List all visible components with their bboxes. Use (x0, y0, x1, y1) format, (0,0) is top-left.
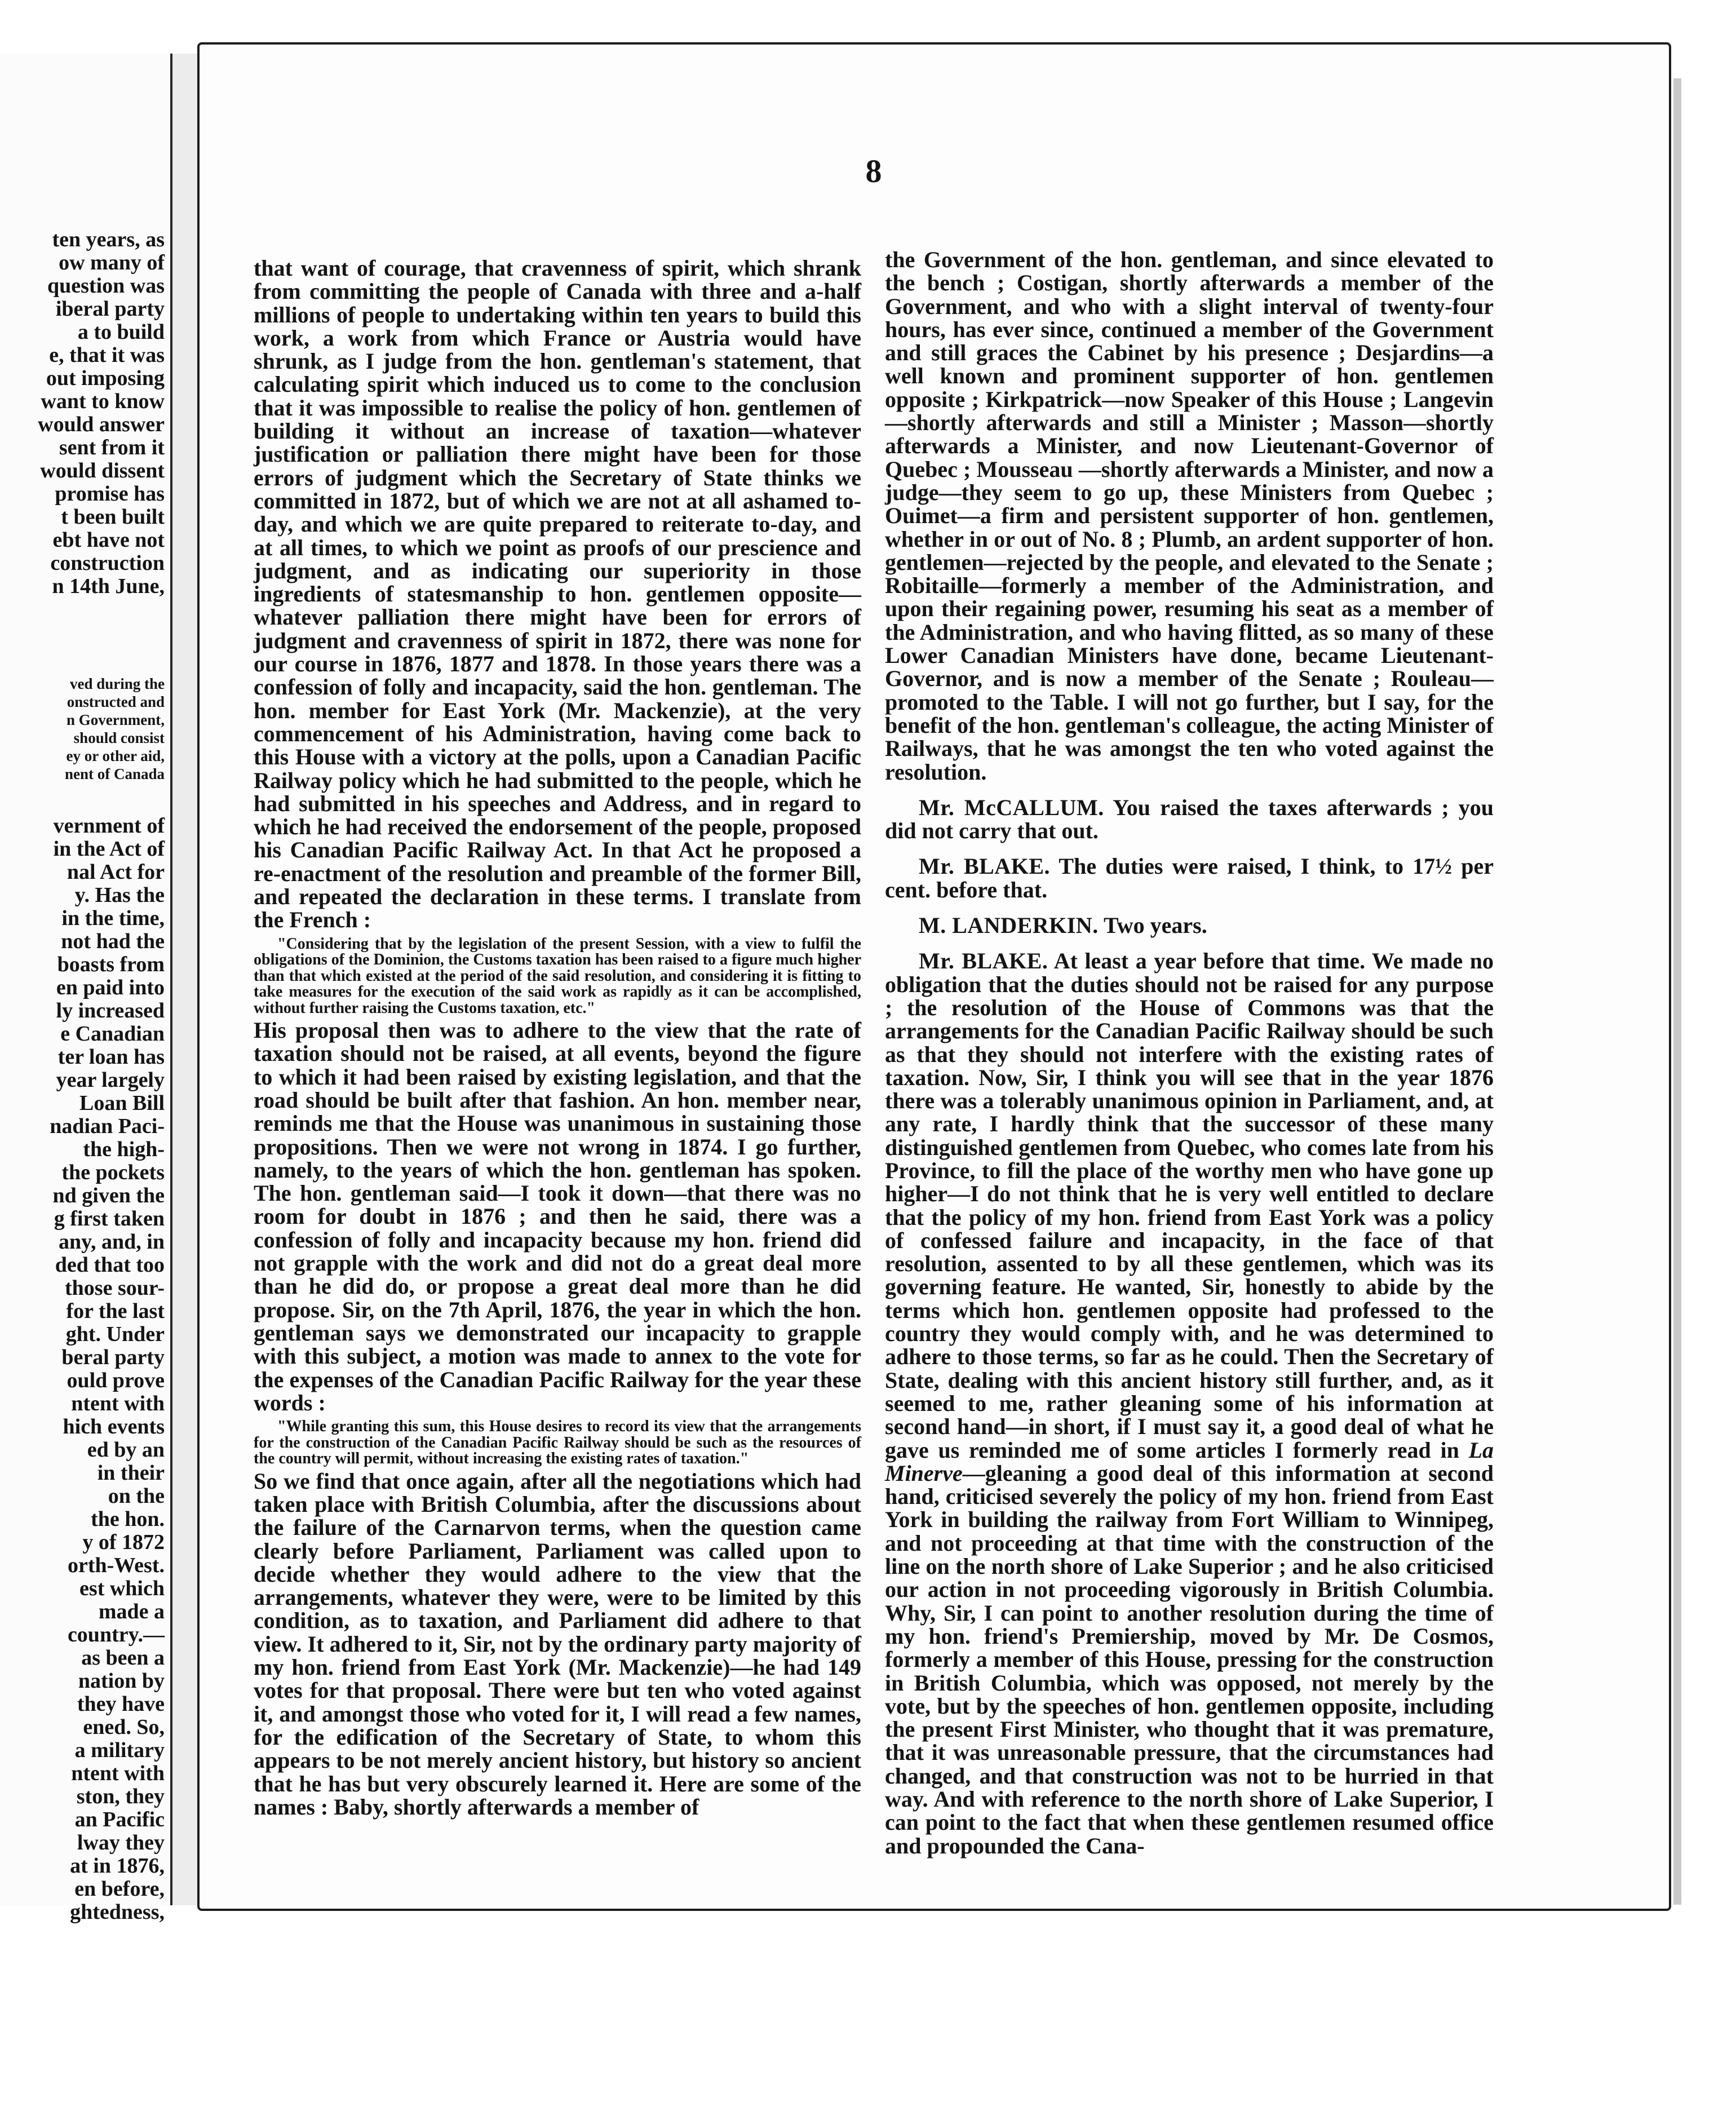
text-fragment: as been a (81, 1646, 165, 1670)
text-fragment: orth-West. (67, 1554, 165, 1577)
text-fragment: ly increased (56, 999, 165, 1023)
paragraph: His proposal then was to adhere to the view that the rate of taxation should not be raised, at all events, beyond the figure to which it had been raised by existing legislation, and that the road should be built after that fashion. An hon. member near, reminds me that the House was unanimous in sustaining those propositions. Then we were not wrong in 1874. I go further, namely, to the years of which the hon. gentleman has spoken. The hon. gentleman said—I took it down—that there was no room for doubt in 1876 ; and then he said, there was a confession of folly and incapacity because my hon. friend did not grapple with the work and did not do a great deal more than he did do, or propose a great deal more than he did propose. Sir, on the 7th April, 1876, the year in which the hon. gentleman says we demonstrated our incapacity to grapple with this subject, a motion was made to annex to the vote for the expenses of the Canadian Pacific Railway for the year these words : (254, 1017, 861, 1415)
text-fragment: the high- (83, 1138, 165, 1161)
right-column (885, 248, 1494, 1857)
text-fragment: ed by an (87, 1438, 165, 1462)
speech-blake (885, 855, 1494, 901)
left-fragment-block-1 (0, 228, 165, 598)
text-fragment: ened. So, (83, 1715, 165, 1739)
speech-text: The duties were raised, I think, to 17½ per cent. before that. (885, 853, 1494, 902)
newspaper-title: La Minerve (885, 1437, 1494, 1486)
text-fragment: ebt have not (52, 528, 165, 552)
text-fragment: in their (97, 1461, 165, 1485)
text-fragment: iberal party (55, 297, 165, 321)
text-fragment: y of 1872 (82, 1530, 165, 1554)
text-fragment: en before, (74, 1877, 165, 1901)
block-quote: "Considering that by the legislation of the present Session, with a view to fulfil the obligations of the Dominion, the Customs taxation has been raised to a figure much higher than that which existed at the period of the said resolution, and considering it is fitting to take measures for the execution of the said work as rapidly as it can be accomplished, without further raising the Customs taxation, etc." (254, 935, 861, 1017)
paragraph: the Government of the hon. gentleman, and since elevated to the bench ; Costigan, shortly afterwards a member of the Government, and who with a slight interval of twenty-four hours, has ever since, continued a member of the Government and still graces the Cabinet by his presence ; Desjardins—a well known and prominent supporter of hon. gentlemen opposite ; Kirkpatrick—now Speaker of this House ; Langevin—shortly afterwards and still a Minister ; Masson—shortly afterwards a Minister, and now Lieutenant-Governor of Quebec ; Mousseau —shortly afterwards a Minister, and now a judge—they seem to go up, these Ministers from Quebec ; Ouimet—a firm and persistent supporter of hon. gentlemen, whether in or out of No. 8 ; Plumb, an ardent supporter of hon. gentlemen—rejected by the people, and elevated to the Senate ; Robitaille—formerly a member of the Administration, and upon their regaining power, resuming his seat as a member of the Administration, and who having flitted, as so many of these Lower Canadian Ministers have done, became Lieutenant-Governor, and is now a member of the Senate ; Rouleau—promoted to the Table. I will not go further, but I say, for the benefit of the hon. gentleman's colleague, the acting Minister of Railways, that he was amongst the ten who voted against the resolution. (885, 247, 1494, 785)
text-fragment: they have (77, 1692, 165, 1716)
text-fragment: ten years, as (52, 228, 165, 251)
text-fragment: for the last (66, 1299, 165, 1323)
text-fragment: a military (74, 1738, 165, 1762)
text-fragment: lway they (77, 1831, 165, 1855)
speaker-name: Mr. McCALLUM. (919, 794, 1104, 820)
speech-text: You raised the taxes afterwards ; you did not carry that out. (885, 794, 1494, 844)
speech-text: Two years. (1104, 913, 1207, 939)
text-fragment: onstructed and (67, 693, 165, 710)
text-fragment: any, and, in (59, 1230, 165, 1254)
text-fragment: ght. Under (65, 1322, 165, 1346)
speech-blake-long (885, 949, 1494, 1857)
adjacent-page-fragment (0, 54, 172, 1924)
left-fragment-block-2 (0, 675, 165, 783)
text-fragment: in the Act of (53, 837, 165, 861)
text-fragment: vernment of (53, 814, 165, 838)
text-fragment: ghtedness, (70, 1900, 165, 1924)
text-fragment: boasts from (57, 953, 165, 976)
paragraph: that want of courage, that cravenness of spirit, which shrank from committing the people of Canada with three and a-half millions of people to undertaking within ten years to build this work, a work from which France or Austria would have shrunk, as I judge from the hon. gentleman's statement, that calculating spirit which induced us to come to the conclusion that it was impossible to realise the policy of hon. gentlemen of building it without an increase of taxation—whatever justification or palliation there might have been for those errors of judgment which the Secretary of State thinks we committed in 1872, but of which we are not at all ashamed to-day, and which we are quite prepared to reiterate to-day, and at all times, to which we point as proofs of our prescience and judgment, and as indicating our superiority in those ingredients of statesmanship to hon. gentlemen opposite—whatever palliation there might have been for errors of judgment and cravenness of spirit in 1872, there was none for our course in 1876, 1877 and 1878. In those years there was a confession of folly and incapacity, said the hon. gentleman. The hon. member for East York (Mr. Mackenzie), at the very commencement of his Administration, having come back to this House with a victory at the polls, upon a Canadian Pacific Railway policy which he had submitted to the people, which he had submitted in his speeches and Address, and in regard to which he had received the endorsement of the people, proposed his Canadian Pacific Railway Act. In that Act he proposed a re-enactment of the resolution and preamble of the former Bill, and repeated the declaration in these terms. I translate from the French : (254, 255, 861, 933)
text-fragment: the pockets (61, 1161, 165, 1184)
text-fragment: ntent with (71, 1762, 165, 1785)
text-fragment: want to know (41, 390, 165, 413)
text-fragment: not had the (61, 930, 165, 953)
speaker-name: Mr. BLAKE. (919, 853, 1050, 879)
speech-text: At least a year before that time. We made no obligation that the duties should not be raised for any purpose ; the resolution of the House of Commons was that the arrangements for the Canadian Pacific Railway should be such as that they should not interfere with the existing rates of taxation. Now, Sir, I think you will see that in the year 1876 there was a tolerably unanimous opinion in Parliament, and, at any rate, I hardly think that the successor of these many distinguished gentlemen from Quebec, who comes late from his Province, to fill the place of the worthy men who have gone up higher—I do not think that he is very well entitled to declare that the policy of my hon. friend from East York was a policy of confessed failure and incapacity, in the face of that resolution, assented to by all these gentlemen, which was its governing feature. He wanted, Sir, honestly to abide by the terms which hon. gentlemen opposite had professed to the country they would comply with, and he was determined to adhere to those terms, so far as he could. Then the Secretary of State, dealing with this ancient history still further, and, as it seemed to me, rather gleaning some of his information at second hand—in short, if I must say it, a good deal of what he gave us reminded me of some articles I formerly read in (885, 948, 1494, 1463)
text-fragment: out imposing (46, 366, 165, 390)
text-fragment: nent of Canada (64, 765, 165, 782)
text-fragment: beral party (61, 1346, 165, 1369)
left-fragment-block-3 (0, 815, 165, 1924)
text-fragment: nation by (78, 1669, 165, 1693)
text-fragment: est which (79, 1577, 165, 1600)
text-fragment: e, that it was (49, 343, 165, 367)
text-fragment: e Canadian (60, 1022, 165, 1046)
block-quote: "While granting this sum, this House desires to record its view that the arrangements for the construction of the Canadian Pacific Railway should be such as the resources of the country will permit, without increasing the existing rates of taxation." (254, 1418, 861, 1468)
text-fragment: question was (47, 274, 165, 298)
text-fragment: year largely (56, 1068, 165, 1092)
speech-text: —gleaning a good deal of this information at second hand, criticised severely the policy of my hon. friend from East York in building the railway from Fort William to Winnipeg, and not proceeding at that time with the construction of the line on the north shore of Lake Superior ; and he also criticised our action in not proceeding vigorously in British Columbia. Why, Sir, I can point to another resolution during the time of my hon. friend's Premiership, moved by Mr. De Cosmos, formerly a member of this House, pressing for the construction in British Columbia, which was opposed, not merely by the vote, but by the speeches of hon. gentlemen opposite, including the present First Minister, who thought that it was premature, that it was unreasonable pressure, that the circumstances had changed, and that construction was not to be hurried in that way. And with reference to the north shore of Lake Superior, I can point to the fact that when these gentlemen resumed office and propounded the Cana- (885, 1460, 1494, 1858)
text-fragment: at in 1876, (70, 1854, 165, 1878)
text-fragment: an Pacific (74, 1808, 165, 1831)
text-fragment: y. Has the (74, 883, 165, 907)
text-fragment: construction (50, 551, 165, 575)
text-fragment: promise has (55, 482, 165, 506)
text-fragment: en paid into (56, 976, 165, 999)
text-fragment: made a (98, 1600, 165, 1623)
text-fragment: t been built (61, 505, 165, 529)
text-fragment: would answer (38, 413, 165, 436)
speaker-name: Mr. BLAKE. (919, 948, 1048, 974)
text-fragment: nd given the (52, 1184, 165, 1207)
text-fragment: nadian Paci- (50, 1114, 165, 1138)
text-fragment: ey or other aid, (66, 747, 165, 764)
text-fragment: the hon. (91, 1507, 165, 1531)
text-fragment: ved during the (69, 675, 165, 692)
page-number: 8 (865, 153, 882, 189)
text-fragment: sent from it (59, 436, 165, 459)
text-fragment: ow many of (59, 251, 165, 275)
left-column (254, 256, 861, 1818)
text-fragment: n 14th June, (52, 574, 165, 598)
text-fragment: a to build (77, 320, 165, 344)
text-fragment: nal Act for (67, 860, 165, 884)
speech-landerkin (885, 914, 1494, 937)
text-fragment: would dissent (40, 459, 165, 483)
text-fragment: on the (108, 1484, 165, 1508)
text-fragment: hich events (63, 1415, 165, 1439)
text-fragment: should consist (73, 729, 165, 746)
text-fragment: ould prove (67, 1369, 165, 1392)
speaker-name: M. LANDERKIN. (919, 913, 1099, 939)
paragraph: So we find that once again, after all the negotiations which had taken place with British Columbia, after the discussions about the failure of the Carnarvon terms, when the question came clearly before Parliament, Parliament was called upon to decide whether they would adhere to the view that the arrangements, whatever they were, were to be limited by this condition, as to taxation, and Parliament did adhere to that view. It adhered to it, Sir, not by the ordinary party majority of my hon. friend from East York (Mr. Mackenzie)—he had 149 votes for that proposal. There were but ten who voted against it, and amongst those who voted for it, I will read a few names, for the edification of the Secretary of State, to whom this appears to be not merely ancient history, but history so ancient that he has but very obscurely learned it. Here are some of the names : Baby, shortly afterwards a member of (254, 1468, 861, 1820)
text-fragment: Loan Bill (79, 1091, 165, 1115)
speech-mccallum (885, 796, 1494, 843)
text-fragment: g first taken (54, 1207, 165, 1231)
text-fragment: ntent with (71, 1392, 165, 1415)
text-fragment: ston, they (76, 1785, 165, 1808)
text-fragment: ded that too (55, 1253, 165, 1277)
text-fragment: those sour- (65, 1276, 165, 1300)
text-fragment: n Government, (67, 711, 165, 728)
text-fragment: in the time, (61, 906, 165, 930)
text-fragment: country.— (67, 1623, 165, 1647)
text-fragment: ter loan has (57, 1045, 165, 1069)
